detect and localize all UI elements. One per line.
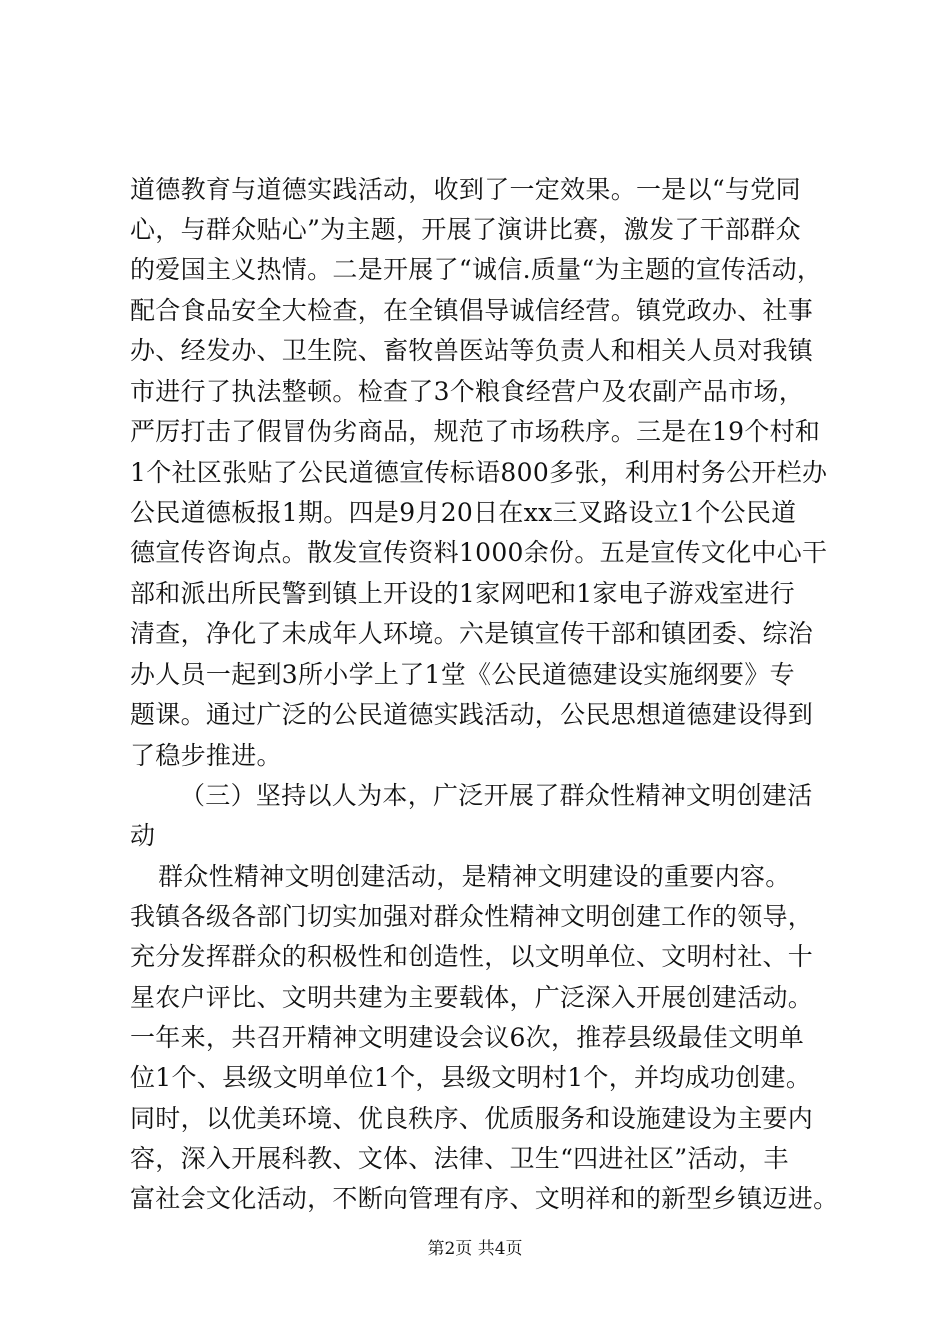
body-text-line: 题课。通过广泛的公民道德实践活动，公民思想道德建设得到 bbox=[130, 700, 814, 729]
body-text-line: 了稳步推进。 bbox=[130, 741, 282, 770]
body-text-line: 心，与群众贴心”为主题，开展了演讲比赛，激发了干部群众 bbox=[130, 215, 801, 244]
body-text-line: 星农户评比、文明共建为主要载体，广泛深入开展创建活动。 bbox=[130, 983, 814, 1012]
body-text-line: 同时，以优美环境、优良秩序、优质服务和设施建设为主要内 bbox=[130, 1104, 814, 1133]
body-text-line: 办、经发办、卫生院、畜牧兽医站等负责人和相关人员对我镇 bbox=[130, 336, 814, 365]
section-heading: （三）坚持以人为本，广泛开展了群众性精神文明创建活 bbox=[180, 781, 813, 810]
body-text-line: 群众性精神文明创建活动，是精神文明建设的重要内容。 bbox=[158, 862, 791, 891]
body-text-line: 市进行了执法整顿。检查了3个粮食经营户及农副产品市场， bbox=[130, 377, 805, 406]
body-text-line: 配合食品安全大检查，在全镇倡导诚信经营。镇党政办、社事 bbox=[130, 296, 814, 325]
body-text-line: 部和派出所民警到镇上开设的1家网吧和1家电子游戏室进行 bbox=[130, 579, 795, 608]
body-text-line: 清查，净化了未成年人环境。六是镇宣传干部和镇团委、综治 bbox=[130, 619, 814, 648]
page-number-footer: 第2页 共4页 bbox=[427, 1239, 523, 1259]
body-text-line: 1个社区张贴了公民道德宣传标语800多张，利用村务公开栏办 bbox=[130, 458, 828, 487]
body-text-line: 一年来，共召开精神文明建设会议6次，推荐县级最佳文明单 bbox=[130, 1023, 805, 1052]
section-heading-continued: 动 bbox=[130, 821, 156, 850]
body-text-line: 充分发挥群众的积极性和创造性，以文明单位、文明村社、十 bbox=[130, 942, 814, 971]
body-text-line: 道德教育与道德实践活动，收到了一定效果。一是以“与党同 bbox=[130, 175, 801, 204]
body-text-line: 我镇各级各部门切实加强对群众性精神文明创建工作的领导， bbox=[130, 902, 814, 931]
body-text-line: 严厉打击了假冒伪劣商品，规范了市场秩序。三是在19个村和 bbox=[130, 417, 821, 446]
body-text-line: 公民道德板报1期。四是9月20日在xx三叉路设立1个公民道 bbox=[130, 498, 797, 527]
body-text-line: 位1个、县级文明单位1个，县级文明村1个，并均成功创建。 bbox=[130, 1063, 812, 1092]
body-text-line: 德宣传咨询点。散发宣传资料1000余份。五是宣传文化中心干 bbox=[130, 538, 828, 567]
body-text-line: 办人员一起到3所小学上了1堂《公民道德建设实施纲要》专 bbox=[130, 660, 795, 689]
body-text-line: 容，深入开展科教、文体、法律、卫生“四进社区”活动，丰 bbox=[130, 1144, 789, 1173]
body-text-line: 富社会文化活动，不断向管理有序、文明祥和的新型乡镇迈进。 bbox=[130, 1184, 839, 1213]
body-text-line: 的爱国主义热情。二是开展了“诚信.质量“为主题的宣传活动， bbox=[130, 255, 823, 284]
